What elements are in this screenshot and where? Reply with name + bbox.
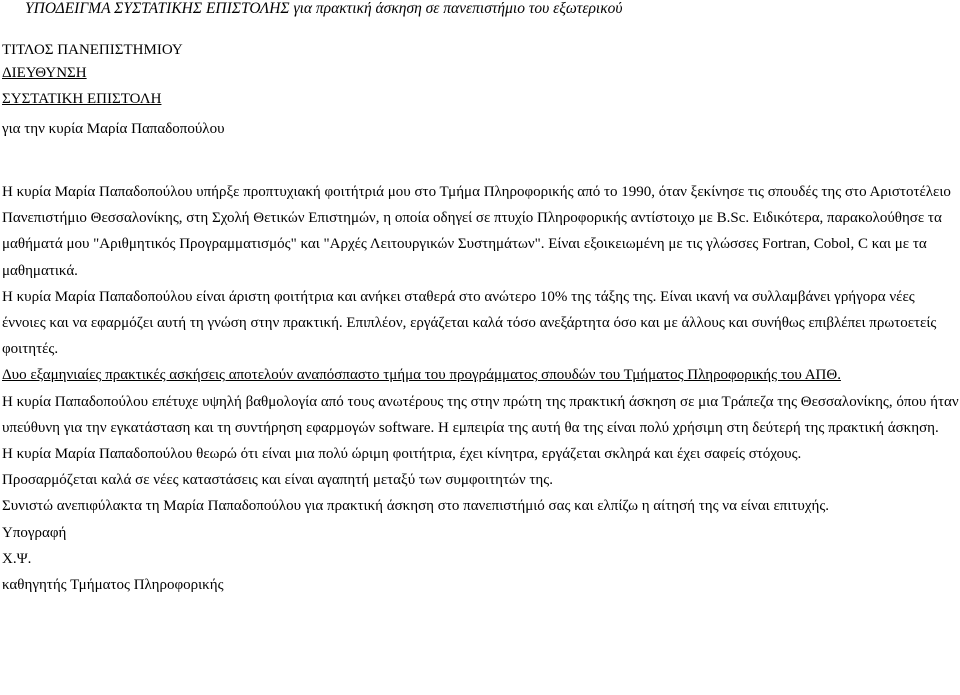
paragraph-internships: Δυο εξαμηνιαίες πρακτικές ασκήσεις αποτελούν αναπόσπαστο τμήμα του προγράμματος σπουδών του Τμήματος Πληροφορικής του ΑΠΘ.: [2, 367, 841, 384]
signer-title: καθηγητής Τμήματος Πληροφορικής: [2, 577, 224, 594]
paragraph-adaptability: Προσαρμόζεται καλά σε νέες καταστάσεις και είναι αγαπητή μεταξύ των συμφοιτητών της.: [2, 472, 553, 489]
paragraph-recommendation: Συνιστώ ανεπιφύλακτα τη Μαρία Παπαδοπούλου για πρακτική άσκηση στο πανεπιστήμιό σας και ελπίζω η αίτησή της να είναι επιτυχής.: [2, 498, 830, 515]
salutation: για την κυρία Μαρία Παπαδοπούλου: [2, 121, 225, 137]
signer-initials: Χ.Ψ.: [2, 550, 32, 567]
address-line: ΔΙΕΥΘΥΝΣΗ: [2, 65, 87, 81]
paragraph-performance: Η κυρία Μαρία Παπαδοπούλου είναι άριστη φοιτήτρια και ανήκει σταθερά στο ανώτερο 10% της τάξης της. Είναι ικανή να συλλαμβάνει γρήγορα νέες έννοιες και να εφαρμόζει αυτή τη γνώση στην πρακτική. Επιπλέον, εργάζεται καλά τόσο ανεξάρτητα όσο και με άλλους και συνήθως επιβλέπει πρωτοετείς φοιτητές.: [2, 288, 937, 358]
paragraph-experience: Η κυρία Παπαδοπούλου επέτυχε υψηλή βαθμολογία από τους ανωτέρους της στην πρώτη της πρακτική άσκηση σε μια Τράπεζα της Θεσσαλονίκης, όπου ήταν υπεύθυνη για την εγκατάσταση και τη συντήρηση εφαρμογών software. Η εμπειρία της αυτή θα της είναι πολύ χρήσιμη στη δεύτερή της πρακτική άσκηση.: [2, 393, 959, 436]
letter-type-heading: ΣΥΣΤΑΤΙΚΗ ΕΠΙΣΤΟΛΗ: [2, 91, 162, 107]
letter-body: [2, 179, 960, 598]
signature-label: Υπογραφή: [2, 524, 67, 541]
university-title: ΤΙΤΛΟΣ ΠΑΝΕΠΙΣΤΗΜΙΟΥ: [2, 42, 183, 58]
paragraph-intro: Η κυρία Μαρία Παπαδοπούλου υπήρξε προπτυχιακή φοιτήτριά μου στο Τμήμα Πληροφορικής από το 1990, όταν ξεκίνησε τις σπουδές της στο Αριστοτέλειο Πανεπιστήμιο Θεσσαλονίκης, στη Σχολή Θετικών Επιστημών, η οποία οδηγεί σε πτυχίο Πληροφορικής αντίστοιχο με B.Sc. Ειδικότερα, παρακολούθησε τα μαθήματά μου "Αριθμητικός Προγραμματισμός" και "Αρχές Λειτουργικών Συστημάτων". Είναι εξοικειωμένη με τις γλώσσες Fortran, Cobol, C και με τα μαθηματικά.: [2, 184, 951, 279]
document-title: ΥΠΟΔΕΙΓΜΑ ΣΥΣΤΑΤΙΚΗΣ ΕΠΙΣΤΟΛΗΣ για πρακτική άσκηση σε πανεπιστήμιο του εξωτερικού: [25, 0, 623, 17]
paragraph-maturity: Η κυρία Μαρία Παπαδοπούλου θεωρώ ότι είναι μια πολύ ώριμη φοιτήτρια, έχει κίνητρα, εργάζεται σκληρά και έχει σαφείς στόχους.: [2, 446, 802, 463]
